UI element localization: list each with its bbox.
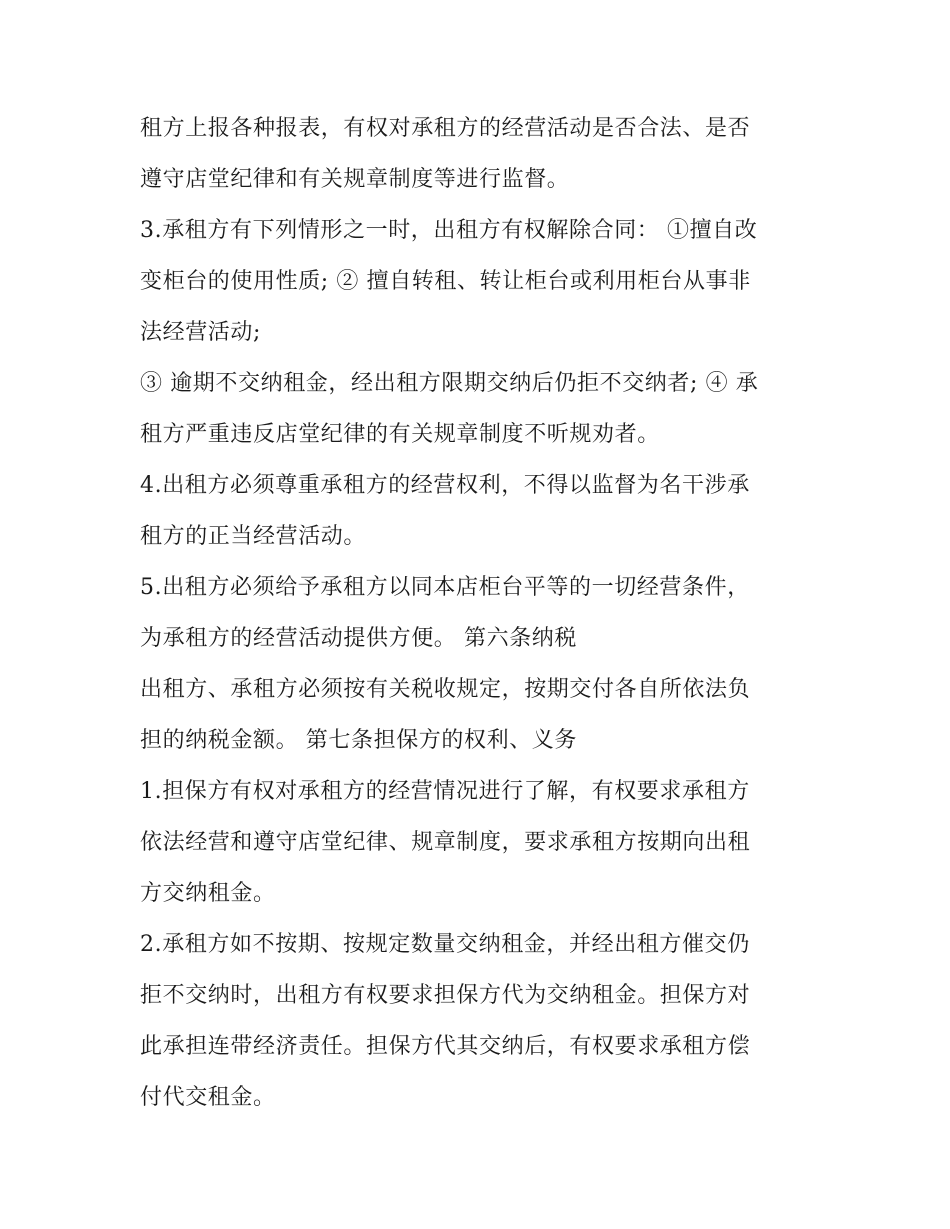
document-body bbox=[140, 103, 810, 1123]
text-line: 担的纳税金额。 第七条担保方的权利、义务 bbox=[140, 728, 577, 753]
text-line: 租方的正当经营活动。 bbox=[140, 524, 367, 549]
text-line: 遵守店堂纪律和有关规章制度等进行监督。 bbox=[140, 167, 570, 192]
text-line: 2.承租方如不按期、按规定数量交纳租金，并经出租方催交仍 bbox=[140, 932, 750, 957]
text-line: 5.出租方必须给予承租方以同本店柜台平等的一切经营条件， bbox=[140, 575, 750, 600]
text-line: 拒不交纳时，出租方有权要求担保方代为交纳租金。担保方对 bbox=[140, 983, 751, 1008]
text-line: 法经营活动; bbox=[140, 320, 262, 345]
text-line: 出租方、承租方必须按有关税收规定，按期交付各自所依法负 bbox=[140, 677, 751, 702]
text-line: 方交纳租金。 bbox=[140, 881, 276, 906]
text-line: 1.担保方有权对承租方的经营情况进行了解，有权要求承租方 bbox=[140, 779, 750, 804]
text-line: ③ 逾期不交纳租金，经出租方限期交纳后仍拒不交纳者; ④ 承 bbox=[140, 371, 759, 396]
text-line: 变柜台的使用性质; ② 擅自转租、转让柜台或利用柜台从事非 bbox=[140, 269, 751, 294]
text-line: 租方严重违反店堂纪律的有关规章制度不听规劝者。 bbox=[140, 422, 660, 447]
text-line: 4.出租方必须尊重承租方的经营权利，不得以监督为名干涉承 bbox=[140, 473, 750, 498]
text-line: 租方上报各种报表，有权对承租方的经营活动是否合法、是否 bbox=[140, 116, 751, 141]
text-line: 3.承租方有下列情形之一时，出租方有权解除合同： ①擅自改 bbox=[140, 218, 758, 243]
text-line: 为承租方的经营活动提供方便。 第六条纳税 bbox=[140, 626, 577, 651]
text-line: 此承担连带经济责任。担保方代其交纳后，有权要求承租方偿 bbox=[140, 1034, 751, 1059]
text-line: 付代交租金。 bbox=[140, 1085, 276, 1110]
text-line: 依法经营和遵守店堂纪律、规章制度，要求承租方按期向出租 bbox=[140, 830, 751, 855]
